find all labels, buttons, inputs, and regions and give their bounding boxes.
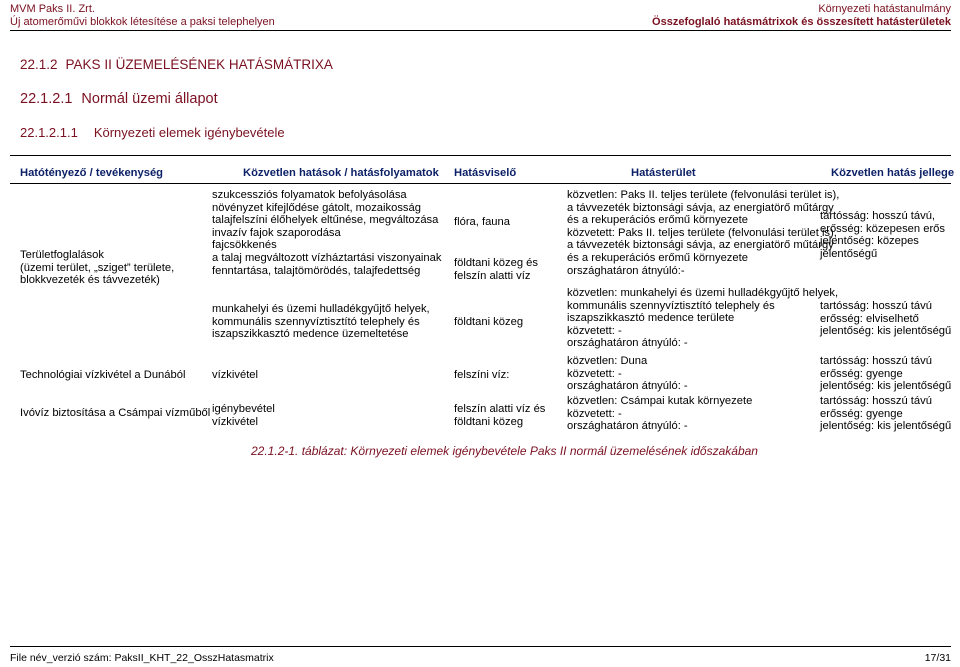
document-title: Környezeti hatástanulmány (818, 3, 951, 15)
effects-cell: vízkivétel (212, 369, 259, 381)
heading-level-3 (20, 57, 333, 72)
character-cell: tartósság: hosszú távú erősség: gyenge jelentőség: kis jelentőségű (820, 395, 952, 433)
column-header-effects: Közvetlen hatások / hatásfolyamatok (243, 167, 439, 179)
heading-level-5 (20, 125, 285, 140)
character-cell: tartósság: hosszú távú erősség: elviselhető jelentőség: kis jelentőségű (820, 300, 952, 338)
receptor-cell: felszíni víz: (454, 369, 510, 381)
area-cell: közvetlen: Duna közvetett: - országhatáron átnyúló: - (567, 355, 688, 393)
receptor-cell: földtani közeg és felszín alatti víz (454, 257, 538, 282)
area-cell: közvetlen: Csámpai kutak környezete közvetett: - országhatáron átnyúló: - (567, 395, 753, 433)
table-caption: 22.1.2-1. táblázat: Környezeti elemek igénybevétele Paks II normál üzemelésének időszakában (251, 444, 758, 458)
column-header-receptor: Hatásviselő (454, 167, 517, 179)
footer-filename: File név_verzió szám: PaksII_KHT_22_OsszHatasmatrix (10, 652, 274, 664)
heading-number: 22.1.2 (20, 57, 58, 72)
column-header-factor: Hatótényező / tevékenység (20, 167, 164, 179)
column-header-area: Hatásterület (631, 167, 696, 179)
heading-level-4 (20, 91, 218, 107)
header-rule (10, 30, 951, 31)
project-title: Új atomerőművi blokkok létesítése a paksi telephelyen (10, 16, 275, 28)
area-cell: közvetlen: munkahelyi és üzemi hulladékgyűjtő helyek, kommunális szennyvíztisztító telephely és iszapszikkasztó medence területe közvetett: - országhatáron átnyúló: - (567, 287, 839, 350)
factor-cell: Területfoglalások (üzemi terület, „sziget” területe, blokkvezeték és távvezeték) (20, 249, 175, 287)
heading-text: Normál üzemi állapot (81, 91, 218, 107)
heading-number: 22.1.2.1.1 (20, 125, 78, 140)
effects-cell: munkahelyi és üzemi hulladékgyűjtő helyek, kommunális szennyvíztisztító telephely és iszapszikkasztó medence üzemeltetése (212, 303, 430, 341)
area-cell: közvetlen: Paks II. teljes területe (felvonulási terület is), a távvezeték biztonsági sávja, az energiatörő műtárgy és a rekuperációs erőmű környezete közvetett: Paks II. teljes területe (felvonulási terület is), a távvezeték biztonsági sávja, az energiatörő műtárgy és a rekuperációs erőmű környezete országhatáron átnyúló:- (567, 189, 840, 277)
heading-number: 22.1.2.1 (20, 91, 73, 107)
heading-text: Környezeti elemek igénybevétele (93, 125, 285, 140)
page-number: 17/31 (924, 652, 951, 664)
receptor-cell: flóra, fauna (454, 216, 510, 228)
receptor-cell: felszín alatti víz és földtani közeg (454, 403, 546, 428)
character-cell: tartósság: hosszú távú, erősség: közepesen erős jelentőség: közepes jelentőségű (820, 210, 946, 260)
table-top-rule (10, 155, 951, 156)
character-cell: tartósság: hosszú távú erősség: gyenge jelentőség: kis jelentőségű (820, 355, 952, 393)
table-header-rule (10, 183, 951, 184)
factor-cell: Ivóvíz biztosítása a Csámpai vízműből (20, 407, 211, 419)
factor-cell: Technológiai vízkivétel a Dunából (20, 369, 186, 381)
effects-cell: szukcessziós folyamatok befolyásolása növényzet kifejlődése gátolt, mozaikosság talajfelszíni élőhelyek eltűnése, megváltozása invazív fajok szaporodása fajcsökkenés a talaj megváltozott vízháztartási viszonyainak fenntartása, talajtömörödés, talajfedettség (212, 189, 442, 277)
company-name: MVM Paks II. Zrt. (10, 3, 95, 15)
receptor-cell: földtani közeg (454, 316, 524, 328)
effects-cell: igénybevétel vízkivétel (212, 403, 275, 428)
section-title: Összefoglaló hatásmátrixok és összesített hatásterületek (652, 16, 951, 28)
heading-text: PAKS II ÜZEMELÉSÉNEK HATÁSMÁTRIXA (65, 57, 333, 72)
footer-rule (10, 646, 951, 647)
column-header-character: Közvetlen hatás jellege (831, 167, 955, 179)
